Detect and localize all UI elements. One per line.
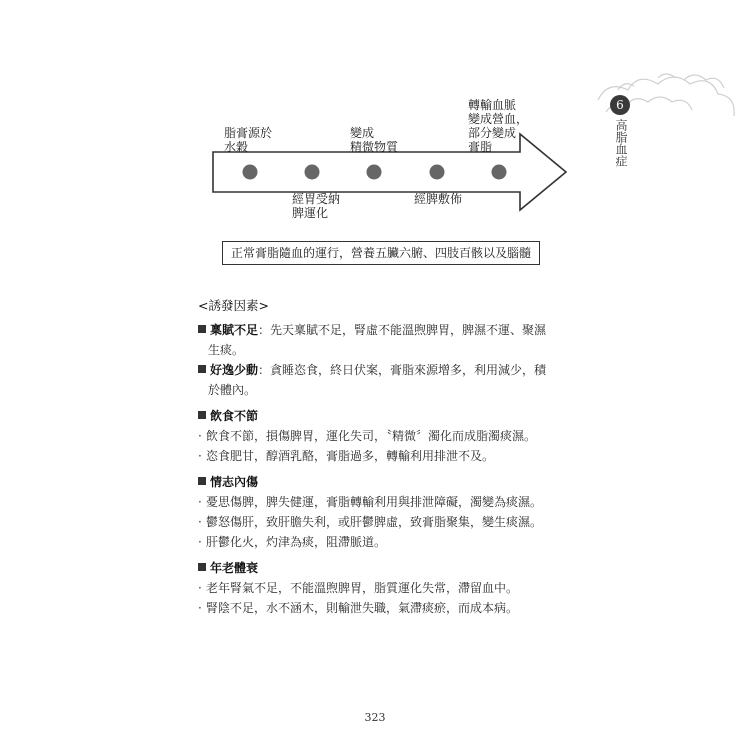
group-line <box>198 598 558 618</box>
label-line: 脾運化 <box>292 206 329 220</box>
content-body <box>198 298 558 618</box>
square-bullet-icon <box>198 325 206 333</box>
label-line: 脂膏源於 <box>224 126 273 140</box>
cause-item <box>198 360 558 400</box>
group-line-text: 鬱怒傷肝，致肝膽失利，或肝鬱脾虛，致膏脂聚集，變生痰濕。 <box>206 515 543 529</box>
label-line: 經脾敷佈 <box>414 192 463 206</box>
group-heading-text: 飲食不節 <box>210 409 259 423</box>
square-bullet-icon <box>198 365 206 373</box>
group-line <box>198 446 558 466</box>
label-line: 轉輸血脈 <box>468 98 517 112</box>
chapter-title: 高脂血症 <box>614 119 628 167</box>
flow-node-3 <box>367 165 382 180</box>
label-line: 膏脂 <box>468 140 493 154</box>
label-line: 變成營血， <box>468 112 529 126</box>
dot-bullet-icon: · <box>198 535 202 549</box>
dot-bullet-icon: · <box>198 581 202 595</box>
label-line: 變成 <box>350 126 375 140</box>
label-spleen-distribute <box>414 192 462 206</box>
dot-bullet-icon: · <box>198 601 202 615</box>
group-heading <box>198 472 558 492</box>
group-line-text: 肝鬱化火，灼津為痰，阻滯脈道。 <box>206 535 387 549</box>
group-heading-text: 年老體衰 <box>210 561 259 575</box>
group-heading <box>198 558 558 578</box>
label-line: 部分變成 <box>468 126 517 140</box>
square-bullet-icon <box>198 563 206 571</box>
section-title: <誘發因素> <box>198 298 269 313</box>
square-bullet-icon <box>198 477 206 485</box>
group-line <box>198 426 558 446</box>
label-line: 精微物質 <box>350 140 399 154</box>
dot-bullet-icon: · <box>198 495 202 509</box>
dot-bullet-icon: · <box>198 449 202 463</box>
label-stomach-spleen <box>292 192 340 220</box>
chapter-number-badge: 6 <box>610 95 630 115</box>
group-line-text: 憂思傷脾，脾失健運，膏脂轉輸利用與排泄障礙，濁變為痰濕。 <box>206 495 543 509</box>
dot-bullet-icon: · <box>198 515 202 529</box>
cause-text: ：貪睡恣食，終日伏案，膏脂來源增多，利用減少，積於體內。 <box>208 363 547 397</box>
flow-node-1 <box>243 165 258 180</box>
cause-item <box>198 320 558 360</box>
cause-text: ：先天稟賦不足，腎虛不能溫煦脾胃，脾濕不運、聚濕生痰。 <box>208 323 547 357</box>
flow-node-5 <box>492 165 507 180</box>
group-line-text: 老年腎氣不足，不能溫煦脾胃，脂質運化失常，滯留血中。 <box>206 581 519 595</box>
dot-bullet-icon: · <box>198 429 202 443</box>
group-line <box>198 512 558 532</box>
label-source-grain <box>224 126 272 154</box>
group-line <box>198 578 558 598</box>
cause-term: 稟賦不足 <box>210 323 259 337</box>
cause-term: 好逸少動 <box>210 363 259 377</box>
label-transport-blood <box>468 98 528 154</box>
group-line-text: 恣食肥甘，醇酒乳酪，膏脂過多，轉輸利用排泄不及。 <box>206 449 495 463</box>
label-line: 水穀 <box>224 140 249 154</box>
group-line <box>198 532 558 552</box>
group-line-text: 飲食不節，損傷脾胃，運化失司，〝精微〞濁化而成脂濁痰濕。 <box>206 429 537 443</box>
flow-node-4 <box>430 165 445 180</box>
flow-node-2 <box>305 165 320 180</box>
square-bullet-icon <box>198 411 206 419</box>
group-heading <box>198 406 558 426</box>
diagram-caption: 正常膏脂隨血的運行，營養五臟六腑、四肢百骸以及腦髓 <box>222 241 540 265</box>
group-line-text: 腎陰不足，水不涵木，則輸泄失職，氣滯痰瘀，而成本病。 <box>206 601 519 615</box>
label-essence <box>350 126 398 154</box>
page-number: 323 <box>364 711 386 724</box>
label-line: 經胃受納 <box>292 192 341 206</box>
group-heading-text: 情志內傷 <box>210 475 259 489</box>
group-line <box>198 492 558 512</box>
